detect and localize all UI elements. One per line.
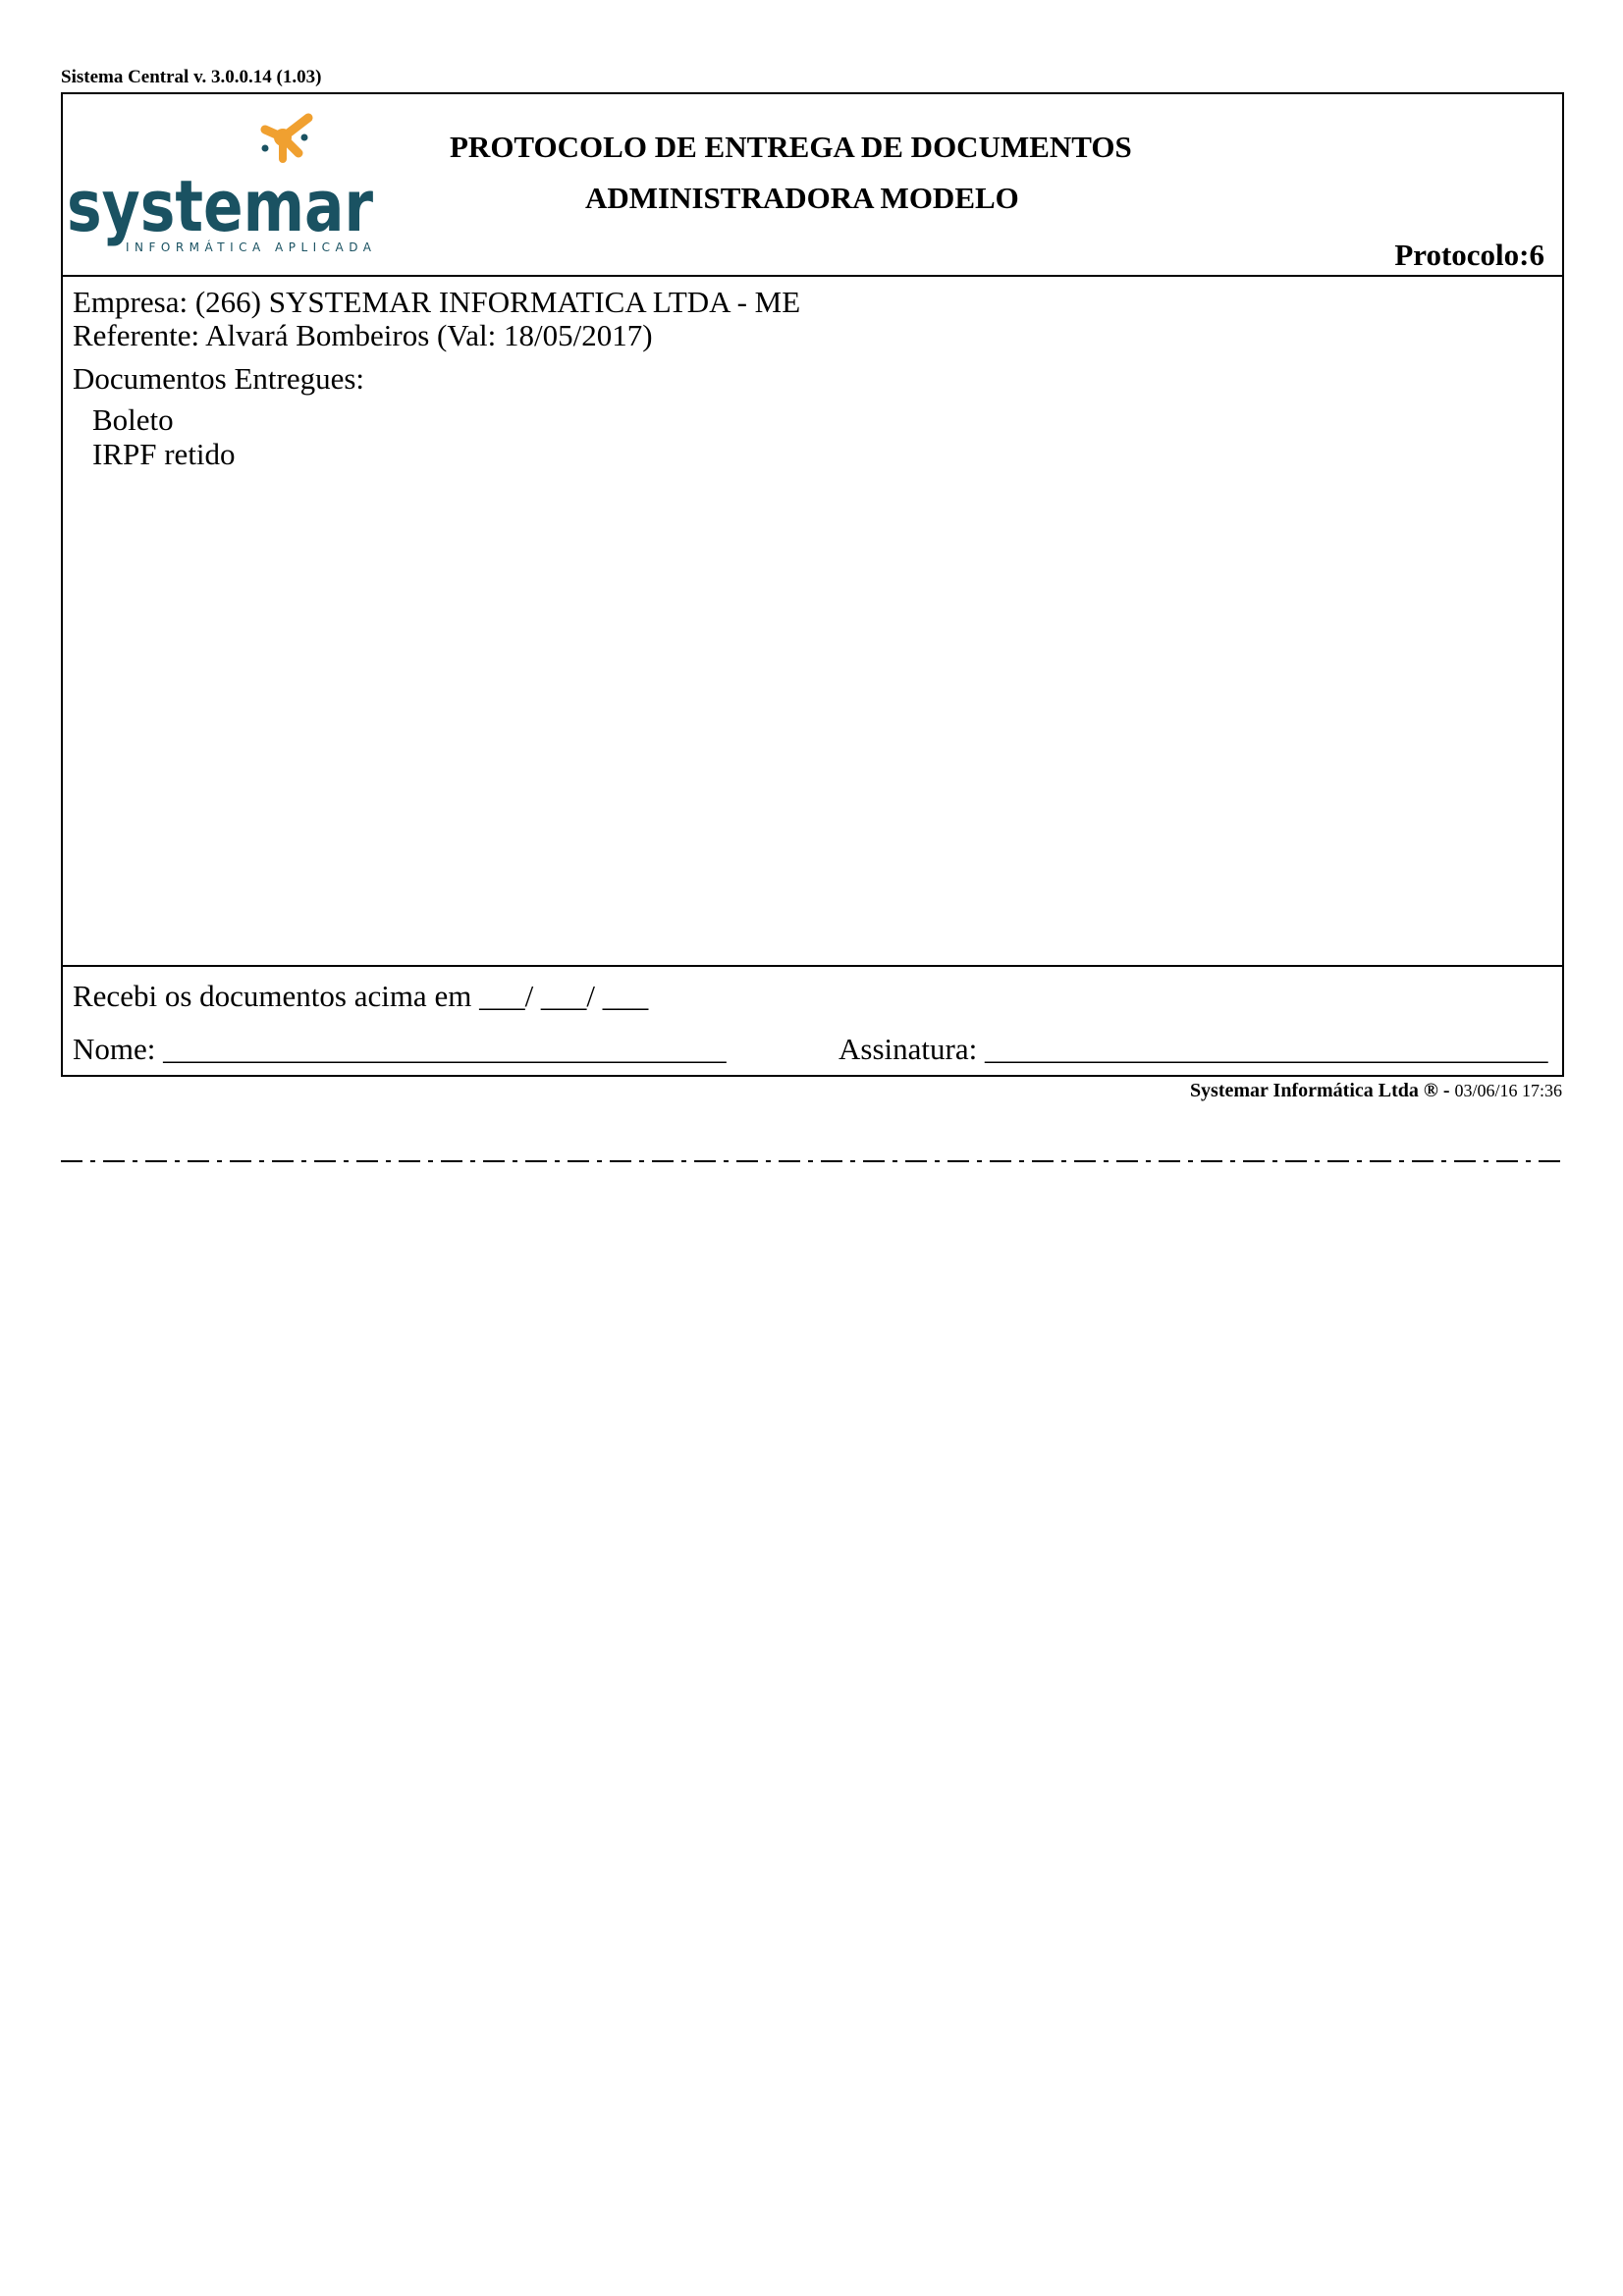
document-header	[63, 94, 1562, 277]
footer-timestamp: 03/06/16 17:36	[1454, 1081, 1562, 1100]
received-date-line: Recebi os documentos acima em ___/ ___/ ___	[73, 979, 649, 1013]
receipt-section	[63, 967, 1562, 1075]
signature-field-line: Assinatura: _____________________________________	[839, 1032, 1548, 1066]
document-body	[63, 277, 1562, 967]
documents-label: Documentos Entregues:	[73, 361, 365, 396]
list-item: IRPF retido	[92, 437, 236, 471]
reference-line: Referente: Alvará Bombeiros (Val: 18/05/2017)	[73, 318, 653, 352]
document-subtitle: ADMINISTRADORA MODELO	[585, 181, 1019, 215]
document-title: PROTOCOLO DE ENTREGA DE DOCUMENTOS	[450, 130, 1132, 164]
list-item: Boleto	[92, 402, 174, 437]
name-field-line: Nome: _____________________________________	[73, 1032, 727, 1066]
documents-list	[92, 402, 236, 471]
protocol-document	[61, 92, 1564, 1077]
company-line: Empresa: (266) SYSTEMAR INFORMATICA LTDA - ME	[73, 285, 801, 319]
cut-line	[61, 1156, 1564, 1166]
logo-wordmark: systemar	[67, 165, 374, 247]
system-version: Sistema Central v. 3.0.0.14 (1.03)	[61, 67, 322, 87]
footer-company: Systemar Informática Ltda ® -	[1189, 1080, 1450, 1101]
protocol-number: Protocolo:6	[1394, 238, 1544, 272]
logo-tagline: INFORMÁTICA APLICADA	[126, 240, 372, 254]
footer-credit	[1190, 1080, 1562, 1102]
